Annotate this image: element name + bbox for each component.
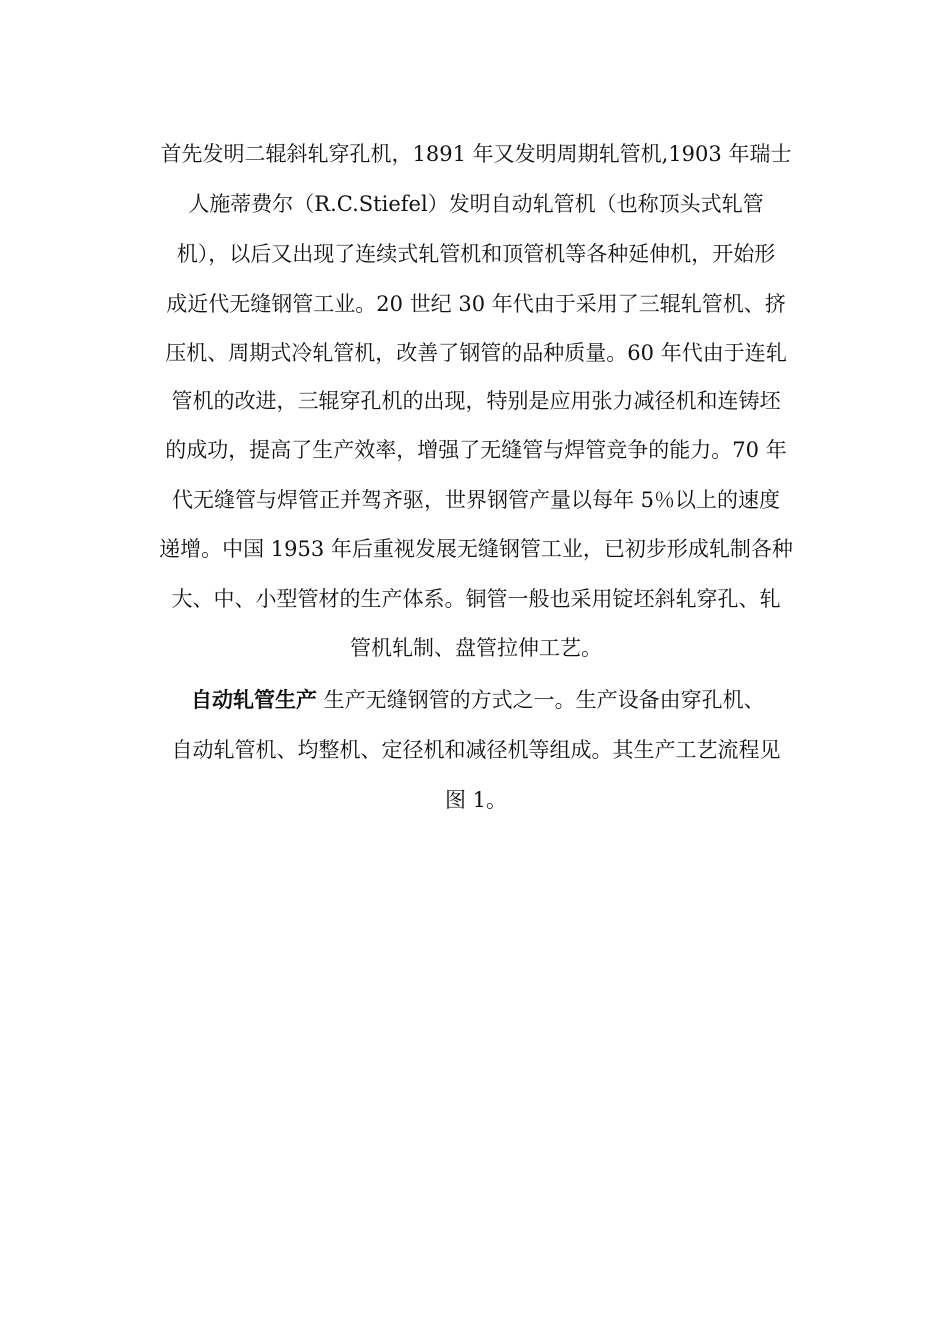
paragraph-2-line-2: 自动轧管机、均整机、定径机和减径机等组成。其生产工艺流程见 [171,738,781,762]
paragraph-2-line-3: 图 1。 [444,788,508,812]
paragraph-1-line-5: 压机、周期式冷轧管机，改善了钢管的品种质量。60 年代由于连轧 [165,341,787,365]
paragraph-2-line-1-rest: 生产无缝钢管的方式之一。生产设备由穿孔机、 [317,688,765,712]
paragraph-1-line-4: 成近代无缝钢管工业。20 世纪 30 年代由于采用了三辊轧管机、挤 [166,292,786,316]
paragraph-1-line-3: 机），以后又出现了连续式轧管机和顶管机等各种延伸机，开始形 [176,242,776,266]
paragraph-1-line-1: 首先发明二辊斜轧穿孔机，1891 年又发明周期轧管机,1903 年瑞士 [160,142,792,166]
paragraph-1-line-8: 代无缝管与焊管正并驾齐驱，世界钢管产量以每年 5％以上的速度 [171,488,781,512]
paragraph-1-line-11: 管机轧制、盘管拉伸工艺。 [350,636,602,660]
paragraph-1-line-7: 的成功，提高了生产效率，增强了无缝管与焊管竞争的能力。70 年 [165,438,787,462]
paragraph-2-term: 自动轧管生产 [191,688,317,712]
paragraph-1-line-2: 人施蒂费尔（R.C.Stiefel）发明自动轧管机（也称顶头式轧管 [188,192,764,216]
paragraph-2-line-1 [191,682,804,718]
paragraph-1-line-6: 管机的改进，三辊穿孔机的出现，特别是应用张力减径机和连铸坯 [171,389,781,413]
paragraph-1-line-9: 递增。中国 1953 年后重视发展无缝钢管工业，已初步形成轧制各种 [159,537,793,561]
paragraph-1-line-10: 大、中、小型管材的生产体系。铜管一般也采用锭坯斜轧穿孔、轧 [171,587,781,611]
